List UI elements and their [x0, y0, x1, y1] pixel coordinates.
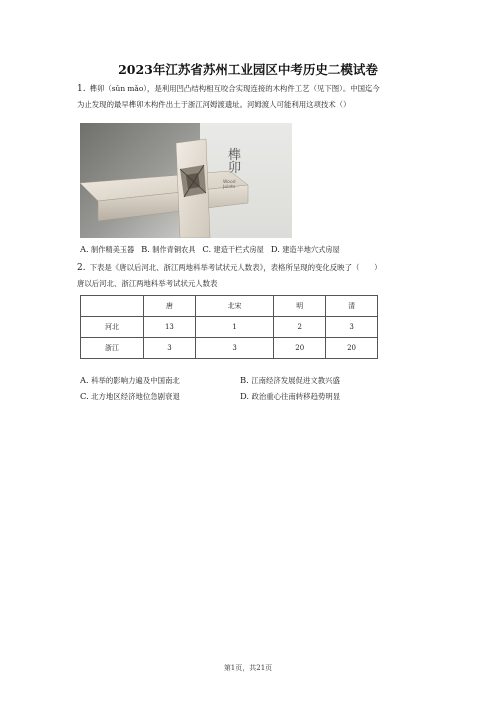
- calligraphy-title: 榫卯: [228, 148, 242, 176]
- q2-text-line1: 2. 下表是《唐以后河北、浙江两地科举考试状元人数表》，表格所呈现的变化反映了（ ）: [77, 263, 382, 273]
- table-cell: 3: [195, 338, 273, 359]
- table-row: [81, 317, 378, 338]
- table-cell: 20: [274, 338, 326, 359]
- table-cell: 浙江: [81, 338, 144, 359]
- q1-options: [80, 244, 347, 255]
- table-header-cell: [81, 296, 144, 317]
- q1-number: 1.: [77, 84, 86, 94]
- table-cell: 3: [144, 338, 196, 359]
- figure-caption: Wood Joints: [223, 180, 236, 190]
- q2-text-line2: 唐以后河北、浙江两地科举考试状元人数表: [77, 279, 218, 288]
- q1-option-c[interactable]: C. 建造干栏式房屋: [202, 244, 264, 254]
- table-cell: 20: [326, 338, 378, 359]
- table-cell: 河北: [81, 317, 144, 338]
- table-header-cell: 唐: [144, 296, 196, 317]
- table-cell: 1: [195, 317, 273, 338]
- table-cell: 3: [326, 317, 378, 338]
- q1-option-a[interactable]: A. 制作精美玉器: [80, 244, 135, 254]
- table-cell: 2: [274, 317, 326, 338]
- page-footer: 第1页，共21页: [223, 664, 273, 672]
- wood-joint-illustration: [80, 123, 292, 238]
- q2-option-a[interactable]: A. 科举的影响力遍及中国南北: [80, 375, 180, 385]
- table-row: [81, 338, 378, 359]
- q1-text-line2: 为止发现的最早榫卯木构件出土于浙江河姆渡遗址。河姆渡人可能利用这项技术（）: [77, 100, 351, 109]
- q2-option-c[interactable]: C. 北方地区经济地位急剧衰退: [80, 391, 180, 401]
- mortise-tenon-photo: [80, 123, 292, 238]
- q2-number: 2.: [77, 263, 86, 273]
- table-header-row: [81, 296, 378, 317]
- q2-option-d[interactable]: D. 政治重心往南转移趋势明显: [240, 391, 341, 401]
- table-cell: 13: [144, 317, 196, 338]
- q1-option-d[interactable]: D. 建造半地穴式房屋: [270, 244, 340, 254]
- table-header-cell: 明: [274, 296, 326, 317]
- scholar-count-table: [80, 295, 378, 359]
- q2-option-b[interactable]: B. 江南经济发展促进文教兴盛: [240, 375, 340, 385]
- table-header-cell: 清: [326, 296, 378, 317]
- q1-text-line1: 1. 榫卯（sǔn mǎo），是利用凹凸结构相互咬合实现连接的木构件工艺（见下图）。中国迄今: [77, 84, 380, 94]
- table-header-cell: 北宋: [195, 296, 273, 317]
- exam-title: 2023年江苏省苏州工业园区中考历史二模试卷: [118, 62, 378, 77]
- q1-option-b[interactable]: B. 制作青铜农具: [141, 244, 196, 254]
